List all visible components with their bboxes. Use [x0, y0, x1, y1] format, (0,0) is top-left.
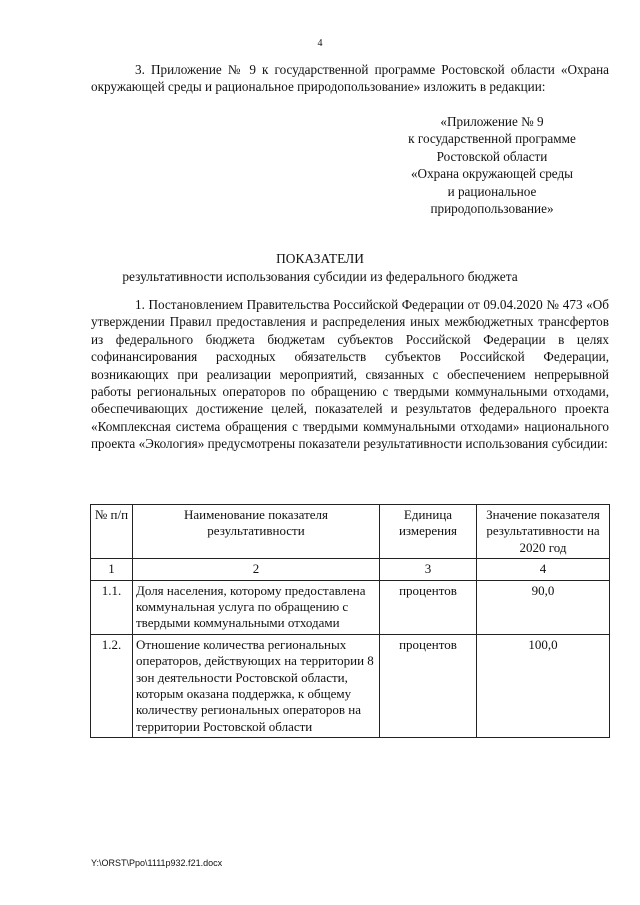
appendix-header-line: «Приложение № 9 [440, 114, 544, 129]
appendix-header-line: и рациональное [447, 183, 537, 199]
indicators-table [90, 504, 610, 738]
appendix-header [372, 113, 612, 217]
body-paragraph: 1. Постановлением Правительства Российской Федерации от 09.04.2020 № 473 «Об утверждении Правил предоставления и распределения иных межбюджетных трансфертов из федерального бюджета бюджетам субъектов Российской Федерации в целях софинансирования расходных обязательств субъектов Российской Федерации, возникающих при реализации мероприятий, связанных с обеспечением непрерывной работы региональных операторов по обращению с твердыми коммунальными отходами, обеспечивающих достижение целей, показателей и результатов федерального проекта «Комплексная система обращения с твердыми коммунальными отходами» национального проекта «Экология» предусмотрены показатели результативности использования субсидии: [91, 297, 609, 452]
header-num: № п/п [91, 505, 133, 559]
column-number: 4 [477, 559, 610, 580]
appendix-header-line: к государственной программе [408, 131, 576, 147]
row-unit: процентов [380, 634, 477, 737]
row-value: 90,0 [477, 580, 610, 634]
column-number: 2 [133, 559, 380, 580]
row-name: Доля населения, которому предоставлена коммунальная услуга по обращению с твердыми коммунальными отходами [133, 580, 380, 634]
appendix-header-line: природопользование» [430, 201, 554, 217]
section-title: ПОКАЗАТЕЛИ [276, 251, 364, 266]
appendix-header-line: Ростовской области [436, 148, 548, 164]
section-subtitle: результативности использования субсидии из федерального бюджета [122, 269, 518, 284]
column-number-row [91, 559, 610, 580]
footer-file-path: Y:\ORST\Ppo\1111p932.f21.docx [91, 858, 223, 868]
header-value: Значение показателя результативности на 2020 год [477, 505, 610, 559]
row-num: 1.2. [91, 634, 133, 737]
page-number: 4 [317, 38, 323, 49]
column-number: 1 [91, 559, 133, 580]
intro-paragraph: 3. Приложение № 9 к государственной программе Ростовской области «Охрана окружающей среды и рациональное природопользование» изложить в редакции: [91, 62, 609, 95]
row-num: 1.1. [91, 580, 133, 634]
appendix-header-line: «Охрана окружающей среды [410, 166, 574, 182]
column-number: 3 [380, 559, 477, 580]
table-row [91, 580, 610, 634]
header-unit: Единица измерения [380, 505, 477, 559]
table-row [91, 634, 610, 737]
header-name: Наименование показателя результативности [133, 505, 380, 559]
row-unit: процентов [380, 580, 477, 634]
table-header-row [91, 505, 610, 559]
row-name: Отношение количества региональных операторов, действующих на территории 8 зон деятельности Ростовской области, которым оказана поддержка, к общему количеству региональных операторов на территории Ростовской области [133, 634, 380, 737]
row-value: 100,0 [477, 634, 610, 737]
